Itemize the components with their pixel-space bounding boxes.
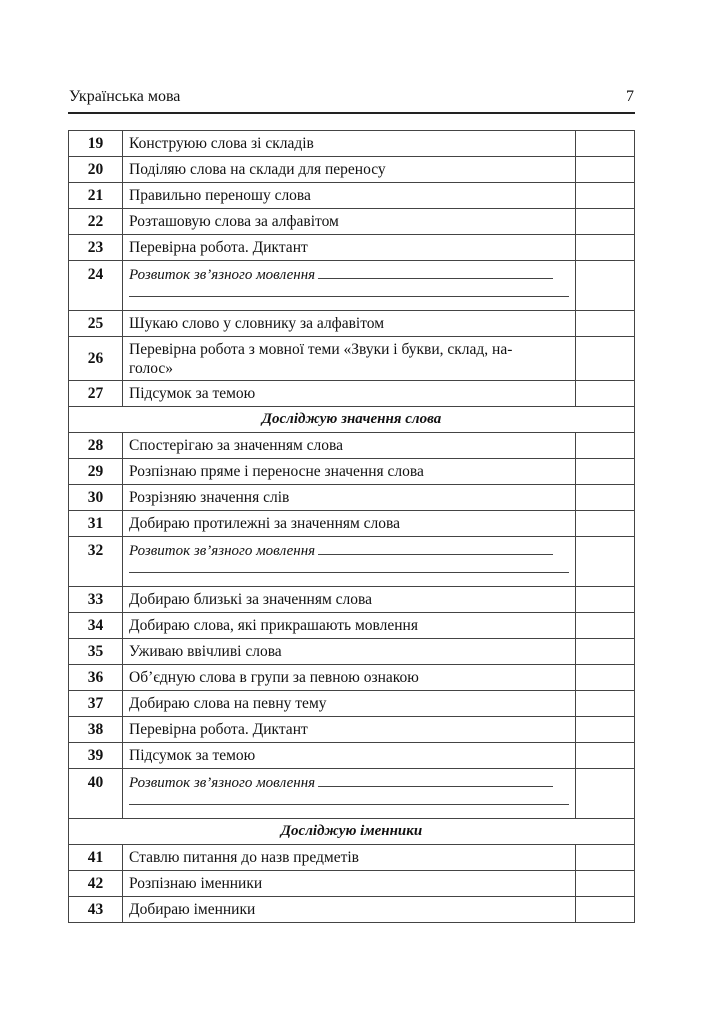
- mark-cell: [576, 485, 635, 511]
- lesson-topic: Конструюю слова зі складів: [123, 131, 576, 157]
- mark-cell: [576, 261, 635, 311]
- table-row: [69, 587, 635, 613]
- section-heading-row: [69, 407, 635, 433]
- write-in-line: [129, 803, 569, 805]
- mark-cell: [576, 459, 635, 485]
- lesson-number: 27: [69, 381, 123, 407]
- mark-cell: [576, 381, 635, 407]
- lesson-number: 29: [69, 459, 123, 485]
- speech-development-label: Розвиток зв’язного мовлення: [129, 543, 316, 559]
- table-row: [69, 613, 635, 639]
- speech-development-label: Розвиток зв’язного мовлення: [129, 267, 316, 283]
- lesson-topic: Підсумок за темою: [123, 743, 576, 769]
- write-in-line: [129, 295, 569, 297]
- table-row: [69, 157, 635, 183]
- lesson-number: 32: [69, 537, 123, 587]
- write-in-line: [318, 266, 553, 279]
- mark-cell: [576, 235, 635, 261]
- lesson-topic: Розпізнаю іменники: [123, 871, 576, 897]
- mark-cell: [576, 511, 635, 537]
- table-row: [69, 897, 635, 923]
- lesson-topic: Шукаю слово у словнику за алфавітом: [123, 311, 576, 337]
- mark-cell: [576, 717, 635, 743]
- table-row: [69, 871, 635, 897]
- mark-cell: [576, 769, 635, 819]
- lesson-topic: Об’єдную слова в групи за певною ознакою: [123, 665, 576, 691]
- lesson-number: 31: [69, 511, 123, 537]
- section-heading: Досліджую іменники: [69, 819, 635, 845]
- lesson-topic: Розрізняю значення слів: [123, 485, 576, 511]
- lesson-number: 35: [69, 639, 123, 665]
- lesson-number: 22: [69, 209, 123, 235]
- lesson-number: 37: [69, 691, 123, 717]
- lesson-topic: Поділяю слова на склади для переносу: [123, 157, 576, 183]
- section-heading: Досліджую значення слова: [69, 407, 635, 433]
- table-row: [69, 459, 635, 485]
- lesson-number: 40: [69, 769, 123, 819]
- lesson-number: 43: [69, 897, 123, 923]
- lesson-topic: [123, 537, 576, 587]
- mark-cell: [576, 845, 635, 871]
- lesson-number: 28: [69, 433, 123, 459]
- lesson-number: 20: [69, 157, 123, 183]
- lesson-number: 33: [69, 587, 123, 613]
- lesson-topic: Ставлю питання до назв предметів: [123, 845, 576, 871]
- table-row: [69, 845, 635, 871]
- lesson-topic: Добираю близькі за значенням слова: [123, 587, 576, 613]
- lesson-number: 25: [69, 311, 123, 337]
- table-row: [69, 381, 635, 407]
- table-row: [69, 717, 635, 743]
- table-row: [69, 511, 635, 537]
- lesson-number: 38: [69, 717, 123, 743]
- lesson-topic: Розташовую слова за алфавітом: [123, 209, 576, 235]
- mark-cell: [576, 537, 635, 587]
- mark-cell: [576, 209, 635, 235]
- lesson-number: 23: [69, 235, 123, 261]
- lesson-topic: Правильно переношу слова: [123, 183, 576, 209]
- table-row: [69, 209, 635, 235]
- lesson-topic: Підсумок за темою: [123, 381, 576, 407]
- lesson-topic: [123, 337, 576, 381]
- table-row: [69, 337, 635, 381]
- lesson-number: 30: [69, 485, 123, 511]
- lesson-topic: Уживаю ввічливі слова: [123, 639, 576, 665]
- table-row: [69, 743, 635, 769]
- section-heading-row: [69, 819, 635, 845]
- mark-cell: [576, 183, 635, 209]
- lesson-topic: Добираю іменники: [123, 897, 576, 923]
- lesson-topic: [123, 261, 576, 311]
- lesson-number: 24: [69, 261, 123, 311]
- mark-cell: [576, 691, 635, 717]
- mark-cell: [576, 311, 635, 337]
- lesson-topic-line: Перевірна робота з мовної теми «Звуки і букви, склад, на-: [129, 340, 513, 358]
- table-row: [69, 311, 635, 337]
- table-row: [69, 235, 635, 261]
- lesson-number: 41: [69, 845, 123, 871]
- lesson-number: 21: [69, 183, 123, 209]
- table-row: [69, 183, 635, 209]
- table-row: [69, 131, 635, 157]
- table-row: [69, 537, 635, 587]
- lesson-topic: Спостерігаю за значенням слова: [123, 433, 576, 459]
- mark-cell: [576, 337, 635, 381]
- lesson-number: 42: [69, 871, 123, 897]
- table-row: [69, 639, 635, 665]
- page-header: [68, 88, 635, 114]
- table-row: [69, 665, 635, 691]
- mark-cell: [576, 897, 635, 923]
- write-in-line: [318, 542, 553, 555]
- write-in-line: [129, 571, 569, 573]
- lesson-topic-line: голос»: [129, 359, 174, 377]
- mark-cell: [576, 665, 635, 691]
- mark-cell: [576, 131, 635, 157]
- lesson-number: 39: [69, 743, 123, 769]
- lesson-topic: [123, 769, 576, 819]
- write-in-line: [318, 774, 553, 787]
- table-row: [69, 261, 635, 311]
- speech-development-label: Розвиток зв’язного мовлення: [129, 775, 316, 791]
- lesson-topic: Добираю протилежні за значенням слова: [123, 511, 576, 537]
- lesson-number: 34: [69, 613, 123, 639]
- page-number: 7: [626, 88, 634, 105]
- mark-cell: [576, 613, 635, 639]
- lesson-topic: Перевірна робота. Диктант: [123, 235, 576, 261]
- lesson-topic: Розпізнаю пряме і переносне значення слова: [123, 459, 576, 485]
- lesson-number: 26: [69, 337, 123, 381]
- lesson-number: 36: [69, 665, 123, 691]
- table-row: [69, 433, 635, 459]
- table-row: [69, 485, 635, 511]
- mark-cell: [576, 871, 635, 897]
- mark-cell: [576, 743, 635, 769]
- mark-cell: [576, 157, 635, 183]
- lesson-topic: Перевірна робота. Диктант: [123, 717, 576, 743]
- table-row: [69, 769, 635, 819]
- table-row: [69, 691, 635, 717]
- lesson-table: [68, 130, 635, 923]
- lesson-number: 19: [69, 131, 123, 157]
- lesson-topic: Добираю слова на певну тему: [123, 691, 576, 717]
- mark-cell: [576, 587, 635, 613]
- mark-cell: [576, 639, 635, 665]
- mark-cell: [576, 433, 635, 459]
- book-title: Українська мова: [69, 88, 181, 105]
- lesson-topic: Добираю слова, які прикрашають мовлення: [123, 613, 576, 639]
